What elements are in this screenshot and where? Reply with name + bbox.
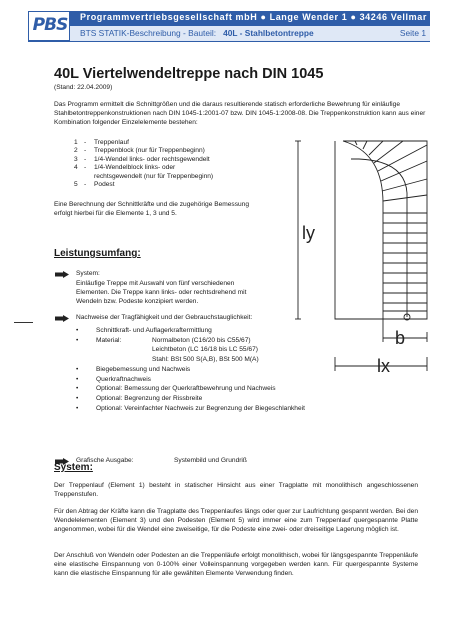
list-item: • Querkraftnachweis [76,375,151,383]
list-item: • Optional: Begrenzung der Rissbreite [76,394,203,402]
winder-steps [355,141,427,201]
logo-text: PBS [32,15,68,35]
section-heading-leistung: Leistungsumfang: [54,248,141,259]
system-paragraph-1: Der Treppenlauf (Element 1) besteht in statischer Hinsicht aus einer Tragplatte mit monolithisch angeschlossenen Treppenstufen. [54,482,418,498]
list-item: 2 - Treppenblock (nur für Treppenbeginn) [74,147,205,155]
flight-steps [383,213,427,311]
list-item: 4 - 1/4-Wendelblock links- oder rechtsgewendelt (nur für Treppenbeginn) [74,164,214,180]
winder-inner-curve [343,141,383,203]
list-item: 3 - 1/4-Wendel links- oder rechtsgewendelt [74,155,210,163]
system-label: System: [76,270,100,277]
list-item: Leichtbeton (LC 16/18 bis LC 55/67) [152,346,258,354]
system-description: Einläufige Treppe mit Auswahl von fünf verschiedenen Elementen. Die Treppe kann links- oder rechtsdrehend mit Wendeln bzw. Podeste konzipiert werden. [76,280,247,305]
list-item: • Optional: Bemessung der Querkraftbewehrung und Nachweis [76,385,276,393]
company-logo [28,11,70,41]
graphic-output-value: Systembild und Grundriß [174,457,247,464]
list-item: • Optional: Vereinfachter Nachweis zur Begrenzung der Biegeschlankheit [76,404,305,412]
graphic-output [76,457,247,466]
calculation-note: Eine Berechnung der Schnittkräfte und die zugehörige Bemessung erfolgt hierbei für die Elemente 1, 3 und 5. [54,201,250,217]
company-info: Programmvertriebsgesellschaft mbH ● Lange Wender 1 ● 34246 Vellmar [80,12,427,22]
document-subtitle [80,28,314,38]
subtitle-prefix: BTS STATIK-Beschreibung - Bauteil: [80,28,217,38]
list-item: Stahl: BSt 500 S(A,B), BSt 500 M(A) [152,356,259,364]
list-item: • Biegebemessung und Nachweis [76,365,191,373]
pointing-hand-icon [55,271,69,278]
element-list [74,139,244,189]
dimension-lx-label: lx [377,356,390,376]
graphic-output-label: Grafische Ausgabe: [76,457,134,464]
dimension-ly-label: ly [302,223,315,243]
dimension-b-label: b [395,328,406,348]
list-item: 1 - Treppenlauf [74,139,129,146]
list-item: • Material: Normalbeton (C16/20 bis C55/67) [76,336,251,344]
system-paragraph-2: Für den Abtrag der Kräfte kann die Tragplatte des Treppenlaufes längs oder quer zur Laufrichtung gespannt werden. Bei den Wendelelementen (Element 3) und den Podesten (Element 5) wird immer eine zum Treppenlauf quergespannte Platte angenommen, wobei für die Wendel eine zweiseitige, für die Podeste eine zwei- oder dreiseitige Lagerung möglich ist. [54,508,418,533]
system-paragraph-3: Der Anschluß von Wendeln oder Podesten an die Treppenläufe erfolgt monolithisch, wobei für längsgespannte Treppenläufe eine elastische Einspannung von 0-100% einer Volleinspannung vorgegeben werden kann. Für quergespannte Systeme kann die elastische Einspannung für alle gewählten Elemente Verwendung finden. [54,552,418,577]
subtitle-component: 40L - Stahlbetontreppe [223,28,314,38]
stair-plan-drawing [255,133,445,378]
page-number: Seite 1 [399,28,426,38]
stair-plan-svg [255,133,445,378]
intro-paragraph: Das Programm ermittelt die Schnittgrößen und die daraus resultierende statisch erforderliche Bewehrung für einläufige Stahlbetontreppenkonstruktionen nach DIN 1045-1:2001-07 bzw. DIN 1045-1:2008-08. Die Treppenkonstruktion kann aus einer Kombination folgender Einzelelemente bestehen: [54,101,426,126]
document-date: (Stand: 22.04.2009) [54,84,113,91]
page-header [28,11,430,41]
pointing-hand-icon [55,315,69,322]
verification-heading: Nachweise der Tragfähigkeit und der Gebrauchstauglichkeit: [76,314,253,321]
list-item: 5 - Podest [74,181,115,189]
section-heading-system: System: [54,462,93,473]
margin-mark [14,322,33,323]
list-item: • Schnittkraft- und Auflagerkraftermittlung [76,327,212,334]
document-title: 40L Viertelwendeltreppe nach DIN 1045 [54,66,324,82]
